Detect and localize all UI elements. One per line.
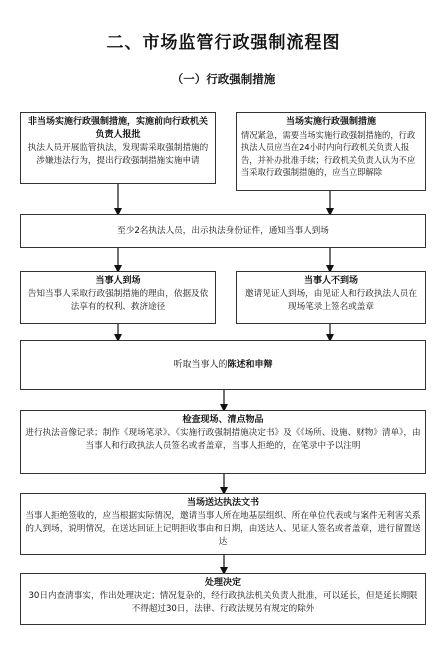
box-decide-text: 30日内查清事实，作出处理决定；情况复杂的，经行政执法机关负责人批准，可以延长，但是延长期限不得超过30日，法律、行政法规另有规定的除外: [28, 591, 418, 614]
box-present-text: 告知当事人采取行政强制措施的理由，依据及依法享有的权利、救济途径: [27, 289, 209, 312]
box-inspect-scene: [20, 410, 426, 474]
box-hear-text-bold: 陈述和申辩: [227, 359, 273, 370]
box-deliver-heading: 当场送达执法文书: [186, 498, 259, 508]
box-non-onsite-heading: 非当场实施行政强制措施，实施前向行政机关负责人报批: [27, 117, 208, 140]
box-notify-text: 至少2名执法人员，出示执法身份证件，通知当事人到场: [117, 225, 329, 236]
box-non-onsite-text: 执法人员开展监管执法，发现需采取强制措施的涉嫌违法行为，提出行政强制措施实施申请: [27, 143, 209, 166]
box-handling-decision: [20, 573, 426, 625]
box-inspect-text: 进行执法音像记录；制作《现场笔录》、《实施行政强制措施决定书》及《《场所、设施、财物》清单》，由当事人和行政执法人员签名或者盖章，当事人拒绝的，在笔录中予以注明: [25, 428, 421, 451]
box-onsite-heading: 当场实施行政强制措施: [285, 117, 376, 127]
box-inspect-heading: 检查现场、清点物品: [182, 415, 264, 425]
box-absent-heading: 当事人不到场: [303, 276, 358, 286]
box-onsite-text: 情况紧急，需要当场实施行政强制措施的，行政执法人员应当在24小时内向行政机关负责人报告，并补办批准手续；行政机关负责人认为不应当采取行政强制措施的，应当立即解除: [241, 129, 416, 177]
box-non-onsite-measure: [20, 112, 216, 184]
box-decide-heading: 处理决定: [204, 578, 241, 588]
box-party-absent: [236, 271, 426, 324]
box-notify-party: [20, 214, 426, 248]
box-present-heading: 当事人到场: [95, 276, 141, 286]
box-hear-statement: [20, 340, 426, 390]
box-party-present: [20, 271, 216, 324]
box-deliver-text: 当事人拒绝签收的，应当根据实际情况，邀请当事人所在地基层组织、所在单位代表或与案件无利害关系的人到场，说明情况，在送达回证上记明拒收事由和日期，由送达人、见证人签名或者盖章，进行留置送达: [25, 511, 421, 547]
box-absent-text: 邀请见证人到场，由见证人和行政执法人员在现场笔录上签名或盖章: [245, 289, 417, 312]
section-subtitle: （一）行政强制措施: [171, 72, 276, 86]
box-onsite-measure: [236, 112, 426, 191]
page-title: 二、市场监管行政强制流程图: [106, 33, 341, 53]
box-hear-text-prefix: 听取当事人的: [173, 359, 228, 370]
box-deliver-documents: [20, 493, 426, 555]
